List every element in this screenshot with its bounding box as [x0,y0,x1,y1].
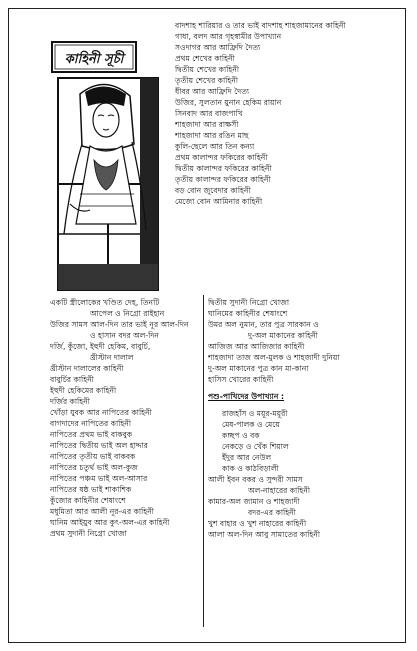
toc-entry: একটি স্ত্রীলোকের খণ্ডিত দেহ, তিনটি [50,298,160,307]
toc-entry: উমর অল নুমান, তার পুত্র সারকান ও [208,320,319,329]
toc-entry: বদর-এর কাহিনী [248,508,296,517]
toc-entry: মধুমিতা আর আলী নূর-এর কাহিনী [50,507,154,516]
toc-entry: নাপিতের দ্বিতীয় ভাই অল হাদ্দার [50,441,148,450]
toc-entry: সওদাগর আর আফ্রিদি দৈত্য [175,43,261,52]
toc-entry: কুলি-ছেলে আর তিন কন্যা [175,142,255,151]
toc-entry: বড় বোন জুবেদার কাহিনী [175,186,251,195]
toc-entry: শাহজাদা আর রাক্ষসী [175,120,239,129]
animals-heading-text: পশু-পাখিদের উপাখ্যান : [208,392,285,401]
toc-entry: উজির, সুলতান য়ুনান হেকিম রায়ান [175,98,282,107]
toc-entry: ইঁদুর আর নেউল [222,453,272,462]
toc-entry: অল-নাহারের কাহিনী [248,486,311,495]
toc-entry: খোঁড়া যুবক আর নাপিতের কাহিনী [50,408,152,417]
toc-entry: শাহজাদা তাজ অল-মুলক ও শাহজাদী দুনিয়া [208,353,340,362]
toc-entry: ঘানিম আইয়ুব আর কুৎ-অল-এর কাহিনী [50,518,170,527]
toc-right-column [208,297,404,540]
toc-entry: কুঁজোর কাহিনীর শেষাংশে [50,496,126,505]
toc-entry: ঘানিমের কাহিনীর শেষাংশে [208,309,288,318]
toc-entry: খ্রীস্টান দালালের কাহিনী [50,364,124,373]
toc-entry: আলী ইবন বকর ও সুন্দরী সামস [208,475,303,484]
toc-entry: খুশ বাহার ও খুশ নাহারের কাহিনী [208,519,307,528]
toc-entry: প্রথম কালান্দর ফকিরের কাহিনী [175,153,268,162]
toc-entry: মেষ-পালক ও মেয়ে [222,420,280,429]
toc-entry: আলা অল-দিন আবু সামাতের কাহিনী [208,530,321,539]
toc-entry: কচ্ছপ ও বক [222,431,260,440]
toc-entry: দর্জির কাহিনী [50,397,90,406]
toc-entry: গাধা, বলদ আর গৃহস্বামীর উপাখ্যান [175,32,282,41]
title-art-text: কাহিনী সূচী [64,52,124,67]
toc-top-list [175,20,400,207]
toc-entry: মেজো বোন আমিনার কাহিনী [175,197,263,206]
toc-entry: নাপিতের তৃতীয় ভাই বাকবক [50,452,136,461]
toc-left-column [50,297,200,539]
toc-entry: প্রথম শেখের কাহিনী [175,54,235,63]
toc-entry: দ্বিতীয় কালান্দর ফকিরের কাহিনী [175,164,272,173]
toc-entry: ধীবর আর আফ্রিদি দৈত্য [175,87,250,96]
animals-section-heading [208,391,404,402]
toc-entry: আজিজ আর আজিজার কাহিনী [208,342,305,351]
toc-entry: নাপিতের ষষ্ঠ ভাই শাকাশিক [50,485,132,494]
toc-entry: ও হাসান বদর অল-দিন [90,331,159,340]
toc-entry: দ্বিতীয় সুদানী নিগ্রো খোজা [208,298,290,307]
toc-entry: দু-অল মাকানের পুত্র কান মা-কানা [208,364,309,373]
toc-entry: নাপিতের পঞ্চম ভাই অল-আসার [50,474,148,483]
toc-entry: নেকড়ে ও খেঁক শিয়াল [222,442,289,451]
toc-entry: দু-অল মাকানের কাহিনী [248,331,318,340]
toc-entry: শাহজাদা আর রঙিন মাছ [175,131,249,140]
column-divider [203,295,204,627]
toc-entry: ইহুদী হেকিমের কাহিনী [50,386,117,395]
toc-entry: তৃতীয় কালান্দর ফকিরের কাহিনী [175,175,271,184]
toc-entry: নাপিতের চতুর্থ ভাই অল-কুজ [50,463,138,472]
toc-entry: তৃতীয় শেখের কাহিনী [175,76,239,85]
toc-entry: নাপিতের প্রথম ভাই বাকবুক [50,430,133,439]
toc-entry: হাসিস খোরের কাহিনী [208,375,274,384]
toc-entry: দ্বিতীয় শেখের কাহিনী [175,65,240,74]
toc-entry: বাদশাহ শারিয়ার ও তার ভাই বাদশাহ শাহজামানের কাহিনী [175,21,346,30]
toc-entry: কাক ও কাঠবিড়ালী [222,464,279,473]
toc-entry: বাবুর্চির কাহিনী [50,375,94,384]
illustration-woman-window [50,34,170,296]
toc-entry: দর্জি, কুঁজো, ইহুদী হেকিম, বাবুর্চি, [50,342,151,351]
toc-entry: রাজহাঁস ও ময়ূর-ময়ূরী [222,409,288,418]
toc-entry: বাগদাদের নাপিতের কাহিনী [50,419,132,428]
toc-entry: খ্রীস্টান দালাল [90,353,134,362]
toc-entry: প্রথম সুদানী নিগ্রো খোজা [50,529,127,538]
toc-entry: উজির সামস আল-দিন তার ভাই নূর আল-দিন [50,320,189,329]
toc-entry: কামার-অল জামান ও শাহজাদী [208,497,300,506]
toc-entry: সিনবাদ আর বাজপাখি [175,109,243,118]
toc-entry: আপেল ও নিগ্রো রাইহান [90,309,165,318]
